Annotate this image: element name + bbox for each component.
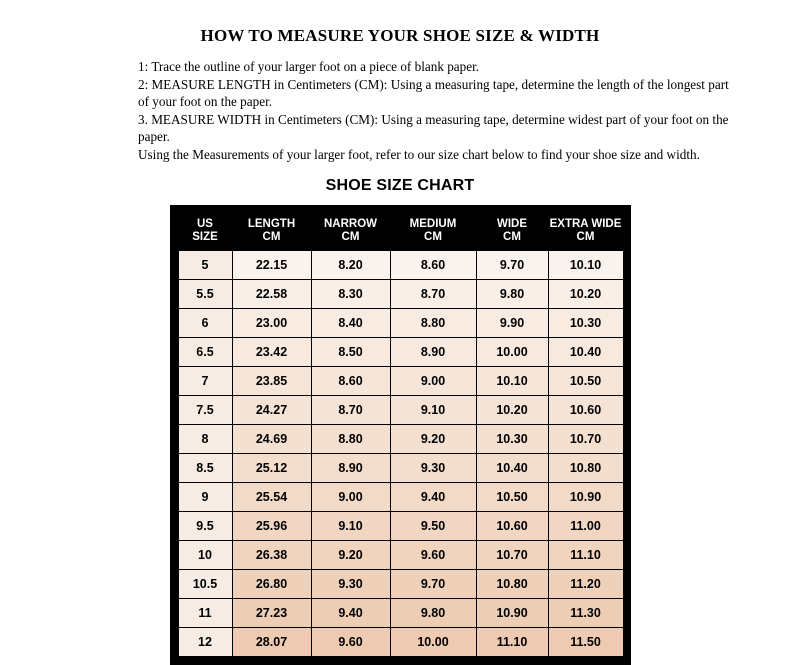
header-line-1: LENGTH — [247, 218, 296, 230]
column-header-us-size — [178, 212, 232, 251]
cell-medium: 8.90 — [390, 338, 476, 367]
cell-length: 25.96 — [232, 512, 311, 541]
table-header — [178, 212, 623, 251]
cell-wide: 10.80 — [476, 570, 548, 599]
cell-medium: 9.50 — [390, 512, 476, 541]
cell-wide: 9.70 — [476, 251, 548, 280]
cell-medium: 10.00 — [390, 628, 476, 657]
cell-medium: 9.00 — [390, 367, 476, 396]
header-line-1: EXTRA WIDE — [549, 218, 622, 230]
cell-medium: 9.10 — [390, 396, 476, 425]
table-row — [178, 280, 623, 309]
cell-length: 25.12 — [232, 454, 311, 483]
cell-narrow: 8.90 — [311, 454, 390, 483]
cell-length: 23.42 — [232, 338, 311, 367]
cell-wide: 10.70 — [476, 541, 548, 570]
cell-narrow: 9.40 — [311, 599, 390, 628]
cell-length: 24.27 — [232, 396, 311, 425]
cell-medium: 8.80 — [390, 309, 476, 338]
cell-wide: 10.20 — [476, 396, 548, 425]
cell-medium: 9.20 — [390, 425, 476, 454]
header-line-2: SIZE — [192, 231, 218, 243]
cell-extra-wide: 11.00 — [548, 512, 623, 541]
table-row — [178, 338, 623, 367]
cell-narrow: 9.20 — [311, 541, 390, 570]
cell-wide: 9.90 — [476, 309, 548, 338]
cell-length: 23.00 — [232, 309, 311, 338]
cell-extra-wide: 11.30 — [548, 599, 623, 628]
instructions-block — [70, 58, 730, 163]
header-line-2: CM — [341, 231, 360, 243]
cell-narrow: 8.20 — [311, 251, 390, 280]
size-chart-container — [170, 205, 631, 665]
cell-extra-wide: 10.40 — [548, 338, 623, 367]
cell-extra-wide: 10.70 — [548, 425, 623, 454]
cell-us-size: 11 — [178, 599, 232, 628]
table-row — [178, 454, 623, 483]
cell-wide: 10.10 — [476, 367, 548, 396]
cell-medium: 9.60 — [390, 541, 476, 570]
cell-wide: 10.90 — [476, 599, 548, 628]
column-header-wide — [476, 212, 548, 251]
cell-narrow: 9.30 — [311, 570, 390, 599]
chart-title: SHOE SIZE CHART — [325, 177, 475, 194]
cell-medium: 9.70 — [390, 570, 476, 599]
cell-medium: 8.70 — [390, 280, 476, 309]
table-row — [178, 483, 623, 512]
cell-narrow: 8.80 — [311, 425, 390, 454]
instruction-line-1: 1: Trace the outline of your larger foot on a piece of blank paper. — [138, 59, 480, 74]
cell-wide: 10.00 — [476, 338, 548, 367]
cell-narrow: 9.00 — [311, 483, 390, 512]
instruction-line-2: 2: MEASURE LENGTH in Centimeters (CM): Using a measuring tape, determine the length of the longest part of your foot on the paper. — [138, 76, 729, 109]
shoe-size-table — [178, 211, 624, 657]
header-line-1: NARROW — [323, 218, 378, 230]
cell-extra-wide: 10.30 — [548, 309, 623, 338]
column-header-extra-wide — [548, 212, 623, 251]
instruction-line-3: 3. MEASURE WIDTH in Centimeters (CM): Using a measuring tape, determine widest part of your foot on the paper. — [138, 111, 729, 144]
header-line-2: CM — [424, 231, 442, 243]
table-row — [178, 512, 623, 541]
header-line-2: CM — [503, 231, 521, 243]
cell-extra-wide: 11.20 — [548, 570, 623, 599]
header-line-2: CM — [576, 231, 595, 243]
header-line-1: MEDIUM — [409, 218, 457, 230]
cell-narrow: 8.70 — [311, 396, 390, 425]
cell-extra-wide: 10.90 — [548, 483, 623, 512]
cell-length: 24.69 — [232, 425, 311, 454]
cell-us-size: 8.5 — [178, 454, 232, 483]
column-header-length — [232, 212, 311, 251]
cell-length: 26.38 — [232, 541, 311, 570]
cell-wide: 10.50 — [476, 483, 548, 512]
cell-extra-wide: 10.10 — [548, 251, 623, 280]
cell-length: 22.15 — [232, 251, 311, 280]
cell-length: 25.54 — [232, 483, 311, 512]
cell-us-size: 7 — [178, 367, 232, 396]
cell-us-size: 8 — [178, 425, 232, 454]
cell-us-size: 7.5 — [178, 396, 232, 425]
table-row — [178, 425, 623, 454]
table-row — [178, 570, 623, 599]
table-row — [178, 309, 623, 338]
cell-length: 22.58 — [232, 280, 311, 309]
cell-narrow: 8.40 — [311, 309, 390, 338]
table-row — [178, 251, 623, 280]
table-header-row — [178, 212, 623, 251]
table-body — [178, 251, 623, 657]
cell-extra-wide: 10.50 — [548, 367, 623, 396]
cell-us-size: 5 — [178, 251, 232, 280]
cell-length: 23.85 — [232, 367, 311, 396]
column-header-narrow — [311, 212, 390, 251]
cell-extra-wide: 10.20 — [548, 280, 623, 309]
cell-extra-wide: 10.80 — [548, 454, 623, 483]
header-line-2: CM — [262, 231, 281, 243]
cell-narrow: 9.10 — [311, 512, 390, 541]
cell-medium: 9.30 — [390, 454, 476, 483]
table-row — [178, 628, 623, 657]
cell-wide: 10.40 — [476, 454, 548, 483]
cell-wide: 10.60 — [476, 512, 548, 541]
header-line-1: WIDE — [496, 218, 528, 230]
cell-wide: 11.10 — [476, 628, 548, 657]
cell-length: 28.07 — [232, 628, 311, 657]
cell-wide: 9.80 — [476, 280, 548, 309]
cell-extra-wide: 11.10 — [548, 541, 623, 570]
column-header-medium — [390, 212, 476, 251]
cell-medium: 9.40 — [390, 483, 476, 512]
table-row — [178, 367, 623, 396]
cell-length: 27.23 — [232, 599, 311, 628]
table-row — [178, 599, 623, 628]
cell-us-size: 6 — [178, 309, 232, 338]
cell-medium: 9.80 — [390, 599, 476, 628]
cell-narrow: 8.50 — [311, 338, 390, 367]
cell-wide: 10.30 — [476, 425, 548, 454]
table-row — [178, 396, 623, 425]
cell-narrow: 9.60 — [311, 628, 390, 657]
cell-us-size: 9 — [178, 483, 232, 512]
header-line-1: US — [197, 218, 213, 230]
instruction-line-4: Using the Measurements of your larger foot, refer to our size chart below to find your shoe size and width. — [138, 146, 700, 162]
cell-extra-wide: 10.60 — [548, 396, 623, 425]
page-title: HOW TO MEASURE YOUR SHOE SIZE & WIDTH — [200, 26, 600, 45]
cell-narrow: 8.60 — [311, 367, 390, 396]
cell-us-size: 5.5 — [178, 280, 232, 309]
cell-narrow: 8.30 — [311, 280, 390, 309]
cell-us-size: 9.5 — [178, 512, 232, 541]
cell-length: 26.80 — [232, 570, 311, 599]
cell-medium: 8.60 — [390, 251, 476, 280]
table-row — [178, 541, 623, 570]
cell-us-size: 6.5 — [178, 338, 232, 367]
cell-us-size: 10.5 — [178, 570, 232, 599]
cell-us-size: 12 — [178, 628, 232, 657]
cell-us-size: 10 — [178, 541, 232, 570]
cell-extra-wide: 11.50 — [548, 628, 623, 657]
